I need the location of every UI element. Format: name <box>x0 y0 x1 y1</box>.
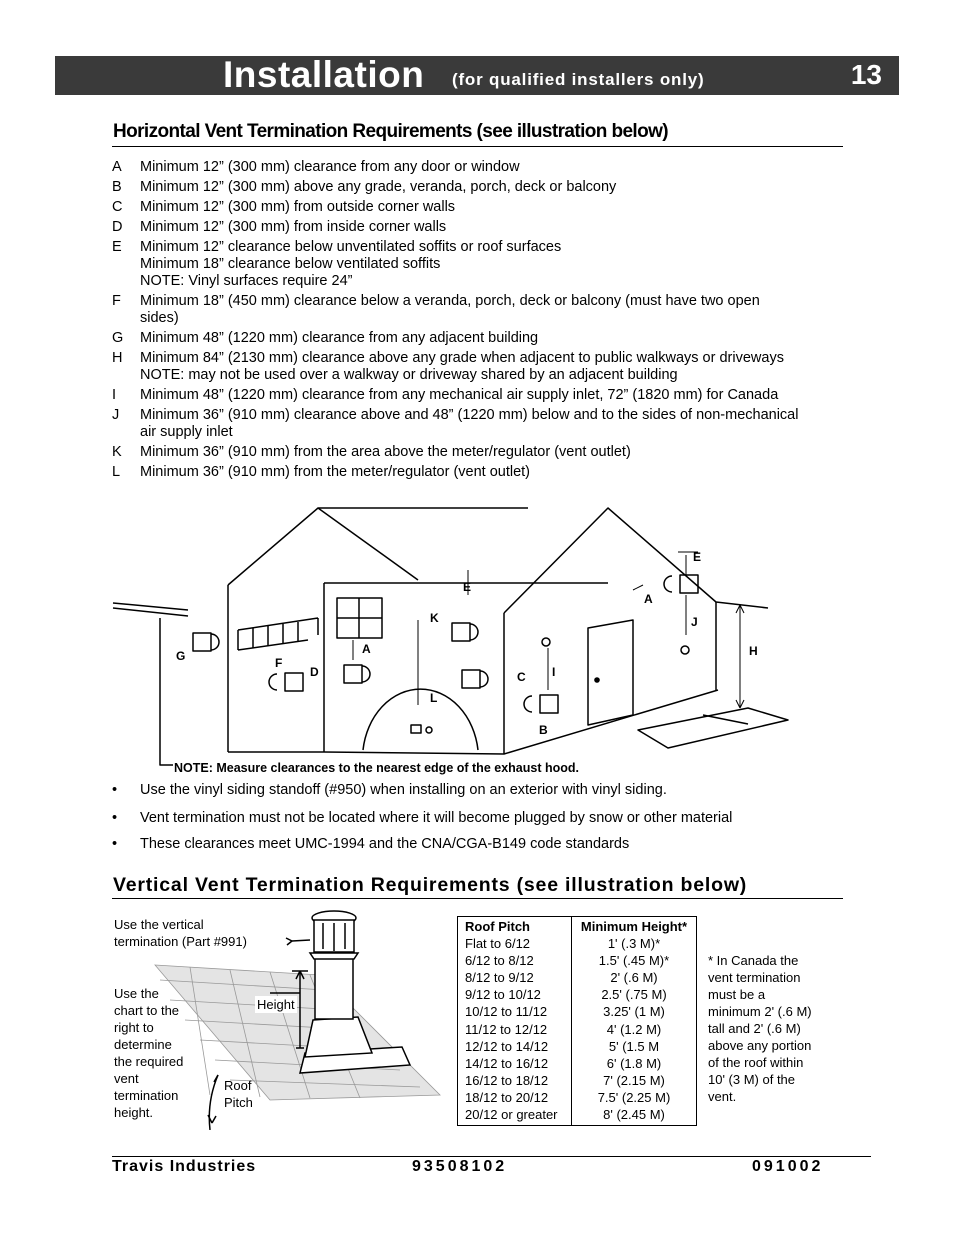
table-cell: 8' (2.45 M) <box>603 1107 665 1123</box>
section-rule <box>112 898 843 899</box>
label-c: C <box>517 670 526 684</box>
callout-line: height. <box>114 1105 154 1120</box>
requirement-text <box>140 350 852 384</box>
note-line: of the roof within <box>708 1055 804 1070</box>
height-label: Height <box>257 997 295 1012</box>
callout-line: right to <box>114 1020 154 1035</box>
note-line: above any portion <box>708 1038 812 1053</box>
callout-line: Use the vertical <box>114 917 204 932</box>
requirement-item <box>112 293 852 327</box>
bullet-text: Vent termination must not be located where it will become plugged by snow or other material <box>140 810 733 826</box>
label-e-center: E <box>463 580 472 594</box>
requirement-item <box>112 407 852 441</box>
label-d: D <box>310 665 319 679</box>
vertical-section-title: Vertical Vent Termination Requirements (see illustration below) <box>113 874 748 896</box>
requirement-text <box>140 293 852 327</box>
label-b: B <box>539 723 548 737</box>
callout-line: termination <box>114 1088 179 1103</box>
footer-part-number: 93508102 <box>412 1158 508 1175</box>
page-subtitle: (for qualified installers only) <box>452 70 705 89</box>
requirement-item <box>112 464 852 481</box>
table-cell: 11/12 to 12/12 <box>465 1021 548 1037</box>
requirement-text <box>140 199 852 216</box>
note-line: minimum 2' (.6 M) <box>708 1004 812 1019</box>
table-cell: 12/12 to 14/12 <box>465 1038 549 1054</box>
requirement-line: Minimum 48” (1220 mm) clearance from any mechanical air supply inlet, 72” (1820 mm) for Canada <box>140 387 779 403</box>
requirement-text <box>140 407 852 441</box>
table-cell: Flat to 6/12 <box>465 936 531 952</box>
requirement-line: NOTE: may not be used over a walkway or driveway shared by an adjacent building <box>140 367 678 383</box>
requirement-item <box>112 444 852 461</box>
table-cell: 7' (2.15 M) <box>603 1072 665 1088</box>
callout-line: Use the <box>114 986 159 1001</box>
requirement-line: sides) <box>140 310 179 326</box>
requirement-line: Minimum 18” clearance below ventilated soffits <box>140 256 441 272</box>
requirement-text <box>140 219 852 236</box>
table-cell: 2.5' (.75 M) <box>601 987 667 1003</box>
requirement-letter: K <box>112 444 122 460</box>
requirement-line: Minimum 12” clearance below unventilated soffits or roof surfaces <box>140 239 562 255</box>
requirement-item <box>112 350 852 384</box>
vertical-termination-figure <box>110 905 455 1130</box>
label-k: K <box>430 611 439 625</box>
table-cell: 6/12 to 8/12 <box>465 953 534 969</box>
requirement-line: Minimum 36” (910 mm) from the meter/regulator (vent outlet) <box>140 464 531 480</box>
requirement-letter: E <box>112 239 122 255</box>
label-e-right: E <box>693 550 702 564</box>
requirement-line: Minimum 12” (300 mm) clearance from any door or window <box>140 159 520 175</box>
label-h: H <box>749 644 758 658</box>
callout-line: vent <box>114 1071 139 1086</box>
note-line: must be a <box>708 987 766 1002</box>
section-rule <box>112 146 843 147</box>
requirement-item <box>112 387 852 404</box>
canada-note <box>708 952 838 1105</box>
footer-rule <box>112 1156 871 1157</box>
page-header <box>55 56 899 95</box>
requirement-text <box>140 330 852 347</box>
horizontal-clearance-diagram <box>108 500 808 775</box>
label-j: J <box>691 615 698 629</box>
requirement-letter: C <box>112 199 123 215</box>
requirement-line: Minimum 84” (2130 mm) clearance above any grade when adjacent to public walkways or driveways <box>140 350 784 366</box>
roof-pitch-table <box>457 916 697 1126</box>
table-cell: 8/12 to 9/12 <box>465 970 534 986</box>
callout-line: the required <box>114 1054 184 1069</box>
callout-line: determine <box>114 1037 172 1052</box>
requirement-line: Minimum 18” (450 mm) clearance below a veranda, porch, deck or balcony (must have two open <box>140 293 760 309</box>
table-cell: 9/12 to 10/12 <box>465 987 541 1003</box>
requirement-text <box>140 464 852 481</box>
requirements-list <box>112 159 852 484</box>
horizontal-section-title: Horizontal Vent Termination Requirements (see illustration below) <box>113 121 669 142</box>
requirement-line: NOTE: Vinyl surfaces require 24” <box>140 273 353 289</box>
table-cell: 3.25' (1 M) <box>603 1004 665 1020</box>
table-header: Minimum Height* <box>580 919 688 934</box>
label-g: G <box>176 649 186 663</box>
roof-pitch-label <box>224 1077 253 1111</box>
requirement-text <box>140 239 852 290</box>
minimum-height-column <box>572 918 696 1123</box>
note-line: tall and 2' (.6 M) <box>708 1021 801 1036</box>
note-line: 10' (3 M) of the <box>708 1072 796 1087</box>
table-cell: 14/12 to 16/12 <box>465 1055 549 1071</box>
requirement-item <box>112 219 852 236</box>
page-number: 13 <box>850 59 882 90</box>
label-f: F <box>275 656 283 670</box>
callout-line: chart to the <box>114 1003 180 1018</box>
table-cell: 5' (1.5 M <box>608 1038 660 1054</box>
requirement-line: Minimum 12” (300 mm) above any grade, veranda, porch, deck or balcony <box>140 179 617 195</box>
table-cell: 20/12 or greater <box>465 1107 558 1123</box>
requirement-item <box>112 179 852 196</box>
label-a-left: A <box>362 642 371 656</box>
requirement-item <box>112 239 852 290</box>
requirement-text <box>140 444 852 461</box>
table-cell: 6' (1.8 M) <box>606 1055 662 1071</box>
table-cell: 16/12 to 18/12 <box>465 1072 549 1088</box>
footer-company: Travis Industries <box>112 1158 257 1175</box>
note-line: vent termination <box>708 970 801 985</box>
table-cell: 1' (.3 M)* <box>607 936 661 952</box>
label-l: L <box>430 691 438 705</box>
requirement-item <box>112 199 852 216</box>
requirement-line: Minimum 12” (300 mm) from inside corner walls <box>140 219 447 235</box>
use-chart-callout <box>114 985 183 1121</box>
bullet-text: Use the vinyl siding standoff (#950) when installing on an exterior with vinyl siding. <box>140 782 667 798</box>
requirement-line: Minimum 36” (910 mm) clearance above and 48” (1220 mm) below and to the sides of non-mechanical <box>140 407 799 423</box>
callout-line: termination (Part #991) <box>114 934 247 949</box>
table-cell: 2' (.6 M) <box>610 970 658 986</box>
requirement-letter: G <box>112 330 124 346</box>
requirement-letter: L <box>112 464 121 480</box>
table-header: Roof Pitch <box>465 919 530 934</box>
callout-line: Pitch <box>224 1095 253 1110</box>
requirement-letter: F <box>112 293 121 309</box>
note-line: * In Canada the <box>708 953 799 968</box>
requirement-item <box>112 330 852 347</box>
footer-date-code: 091002 <box>752 1158 824 1175</box>
bullet-text: These clearances meet UMC-1994 and the CNA/CGA-B149 code standards <box>140 836 630 852</box>
requirement-line: Minimum 36” (910 mm) from the area above the meter/regulator (vent outlet) <box>140 444 631 460</box>
requirement-text <box>140 159 852 176</box>
requirement-letter: J <box>112 407 120 423</box>
requirement-letter: A <box>112 159 122 175</box>
requirement-text <box>140 387 852 404</box>
table-cell: 18/12 to 20/12 <box>465 1089 549 1105</box>
roof-pitch-column <box>465 918 558 1123</box>
table-cell: 7.5' (2.25 M) <box>597 1089 671 1105</box>
note-line: vent. <box>708 1089 737 1104</box>
requirement-letter: B <box>112 179 122 195</box>
label-a-right: A <box>644 592 653 606</box>
callout-line: Roof <box>224 1078 252 1093</box>
vertical-termination-callout <box>114 916 247 950</box>
requirement-item <box>112 159 852 176</box>
requirement-letter: D <box>112 219 123 235</box>
label-i: I <box>552 665 556 679</box>
requirement-line: Minimum 12” (300 mm) from outside corner walls <box>140 199 456 215</box>
requirement-text <box>140 179 852 196</box>
requirement-line: air supply inlet <box>140 424 233 440</box>
requirement-line: Minimum 48” (1220 mm) clearance from any adjacent building <box>140 330 539 346</box>
table-cell: 10/12 to 11/12 <box>465 1004 548 1020</box>
table-cell: 1.5' (.45 M)* <box>598 953 670 969</box>
table-cell: 4' (1.2 M) <box>606 1021 662 1037</box>
page-title: Installation <box>223 54 425 95</box>
measurement-note: NOTE: Measure clearances to the nearest edge of the exhaust hood. <box>174 761 579 775</box>
requirement-letter: H <box>112 350 123 366</box>
requirement-letter: I <box>112 387 117 403</box>
